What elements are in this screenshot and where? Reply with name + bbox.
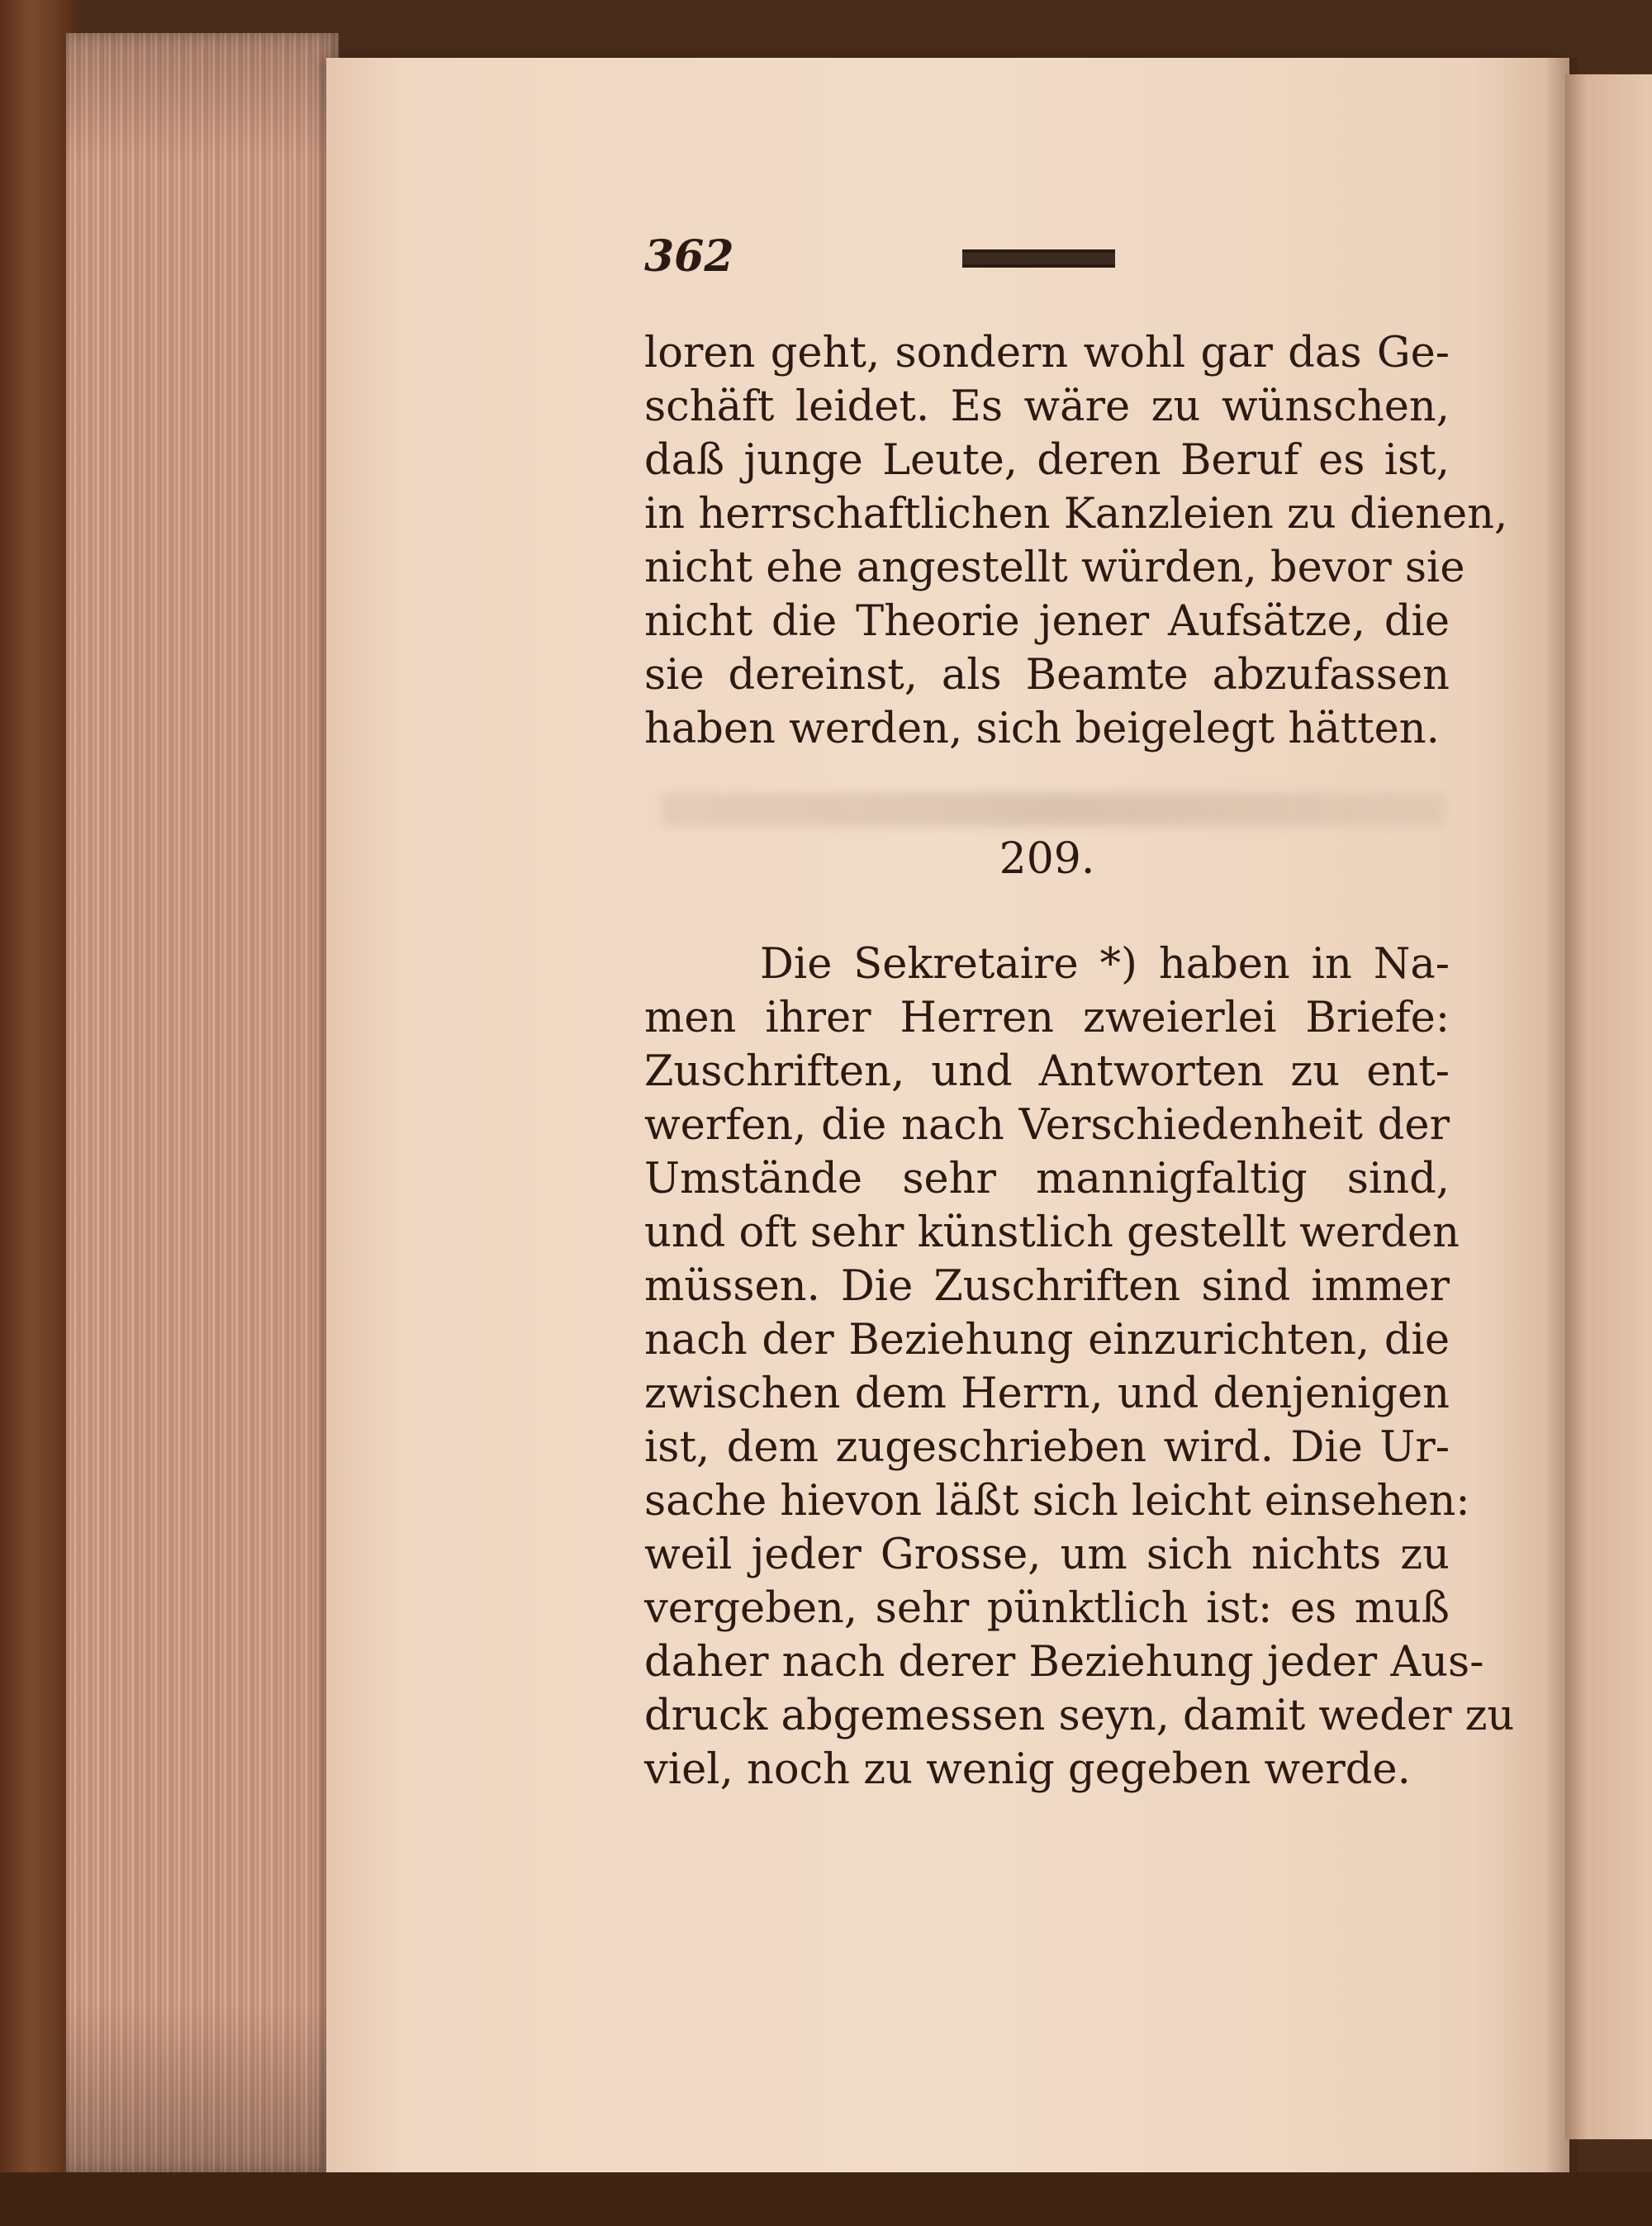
- text-line: nach der Beziehung einzurichten, die: [644, 1316, 1450, 1365]
- text-line: vergeben, sehr pünktlich ist: es muß: [644, 1584, 1450, 1633]
- text-line: in herrschaftlichen Kanzleien zu dienen,: [644, 490, 1508, 539]
- facing-page-edge: [1565, 74, 1652, 2139]
- text-line: daher nach derer Beziehung jeder Aus-: [644, 1638, 1484, 1687]
- text-line: ist, dem zugeschrieben wird. Die Ur-: [644, 1423, 1450, 1472]
- text-line: men ihrer Herren zweierlei Briefe:: [644, 994, 1450, 1042]
- text-line: und oft sehr künstlich gestellt werden: [644, 1208, 1460, 1257]
- paragraph-1: [644, 326, 1508, 756]
- text-line: werfen, die nach Verschiedenheit der: [644, 1101, 1450, 1150]
- text-line: haben werden, sich beigelegt hätten.: [644, 705, 1440, 753]
- text-line: weil jeder Grosse, um sich nichts zu: [644, 1531, 1450, 1579]
- text-line: Umstände sehr mannigfaltig sind,: [644, 1155, 1450, 1203]
- text-line: nicht ehe angestellt würden, bevor sie: [644, 543, 1465, 592]
- head-rule: [962, 249, 1115, 268]
- text-line: daß junge Leute, deren Beruf es ist,: [644, 436, 1450, 485]
- text-line: zwischen dem Herrn, und denjenigen: [644, 1369, 1450, 1418]
- text-line: druck abgemessen seyn, damit weder zu: [644, 1692, 1515, 1740]
- section-number: 209.: [999, 834, 1095, 884]
- text-line: sie dereinst, als Beamte abzufassen: [644, 651, 1450, 700]
- page-number: 362: [644, 231, 734, 282]
- show-through-smudge: [661, 793, 1446, 826]
- text-line: schäft leidet. Es wäre zu wünschen,: [644, 382, 1450, 431]
- running-head: [644, 231, 1140, 297]
- text-line: nicht die Theorie jener Aufsätze, die: [644, 597, 1450, 646]
- paragraph-2: [644, 937, 1515, 1796]
- text-line: müssen. Die Zuschriften sind immer: [644, 1262, 1450, 1311]
- page-edges-shade: [66, 33, 339, 2172]
- bottom-shadow: [0, 2172, 1652, 2226]
- text-line: sache hievon läßt sich leicht einsehen:: [644, 1477, 1470, 1526]
- text-line: viel, noch zu wenig gegeben werde.: [644, 1745, 1411, 1794]
- text-line: Die Sekretaire *) haben in Na-: [760, 940, 1450, 989]
- text-line: loren geht, sondern wohl gar das Ge-: [644, 329, 1450, 377]
- text-line: Zuschriften, und Antworten zu ent-: [644, 1047, 1450, 1096]
